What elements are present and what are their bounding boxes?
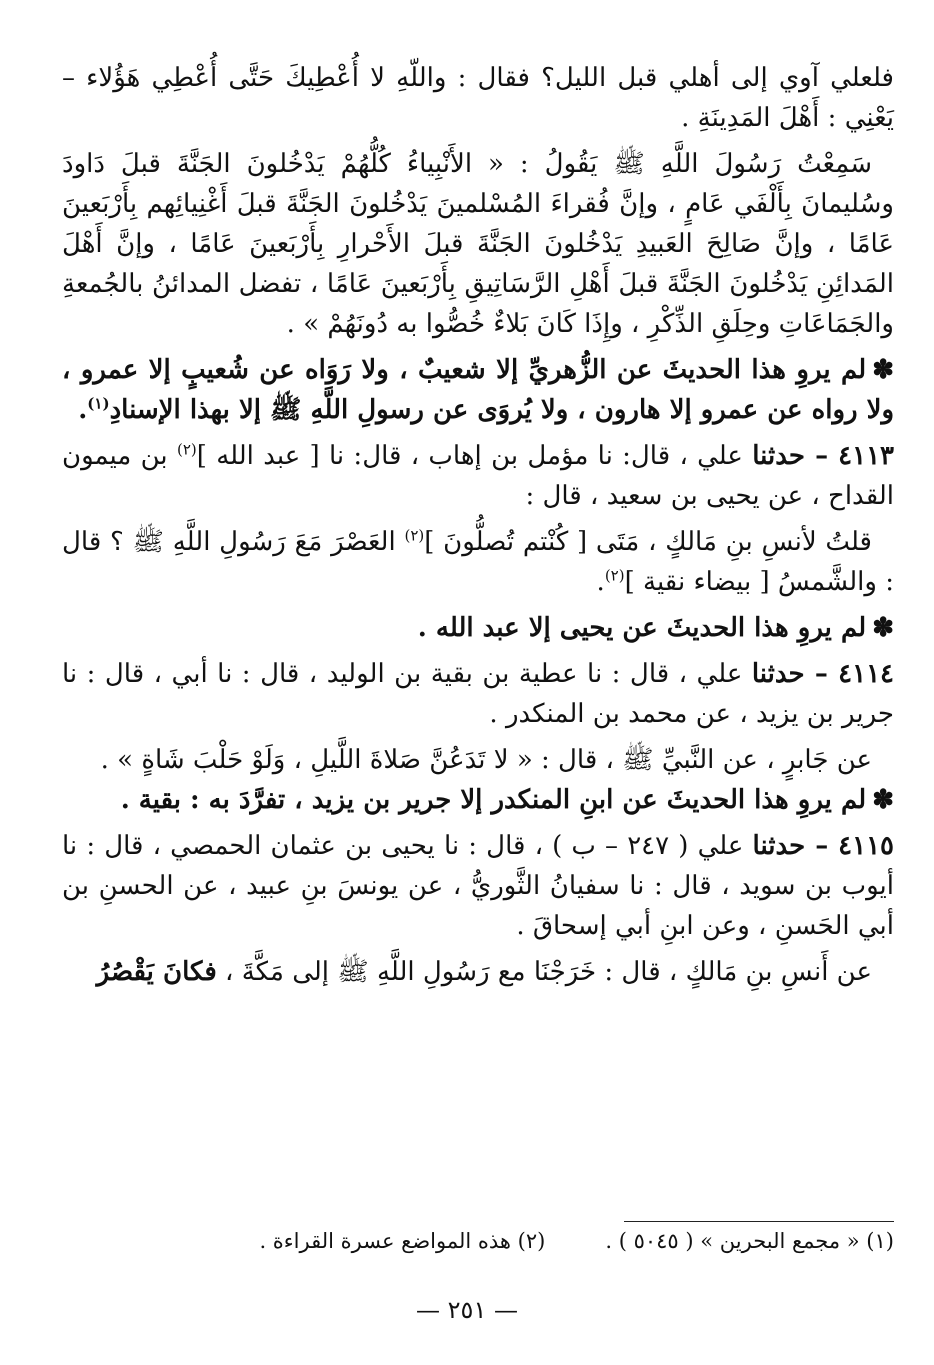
- isnad-text: علي ( ٢٤٧ – ب ) ، قال : نا يحيى بن عثمان الحمصي ، قال : نا أيوب بن سويد ، قال : نا سفيانُ الثَّوريُّ ، عن يونسَ بنِ عبيد ، عن الحسنِ بن أبي الحَسنِ ، وعن ابنِ أبي إسحاقَ .: [62, 831, 894, 941]
- matn-text: قلتُ لأنسِ بنِ مَالكٍ ، مَتَى [ كُنْتم تُصلُّونَ ]: [424, 527, 872, 557]
- matn-text-continued: العَصْرَ مَعَ رَسُولِ اللَّهِ ﷺ ؟ قال : والشَّمسُ [ بيضاء نقية ]: [62, 527, 894, 597]
- footnote-divider: [624, 1221, 894, 1222]
- paragraph-hadith-4113: [62, 436, 894, 516]
- paragraph-hadith-4115: [62, 826, 894, 946]
- paragraph-hadith-text: سَمِعْتُ رَسُولَ اللَّهِ ﷺ يَقُولُ : « الأَنْبِياءُ كُلُّهُمْ يَدْخُلونَ الجَنَّةَ قبلَ دَاودَ وسُليمانَ بِأَلْفَي عَامٍ ، وإنَّ فُقراءَ المُسْلمينَ يَدْخُلونَ الجَنَّةَ قبلَ أَغْنِيائِهم بِأَرْبَعينَ عَامًا ، وإنَّ صَالِحَ العَبيدِ يَدْخُلونَ الجَنَّةَ قبلَ الأَحْرارِ بِأَرْبَعينَ عَامًا ، وإنَّ أَهْلَ المَدائِنِ يَدْخُلونَ الجَنَّةَ قبلَ أَهْلِ الرَّسَاتِيقِ بِأَرْبَعينَ عَامًا ، تفضل المدائنُ بالجُمعةِ والجَمَاعَاتِ وحِلَقِ الذِّكْرِ ، وإِذَا كَانَ بَلاءٌ خُصُّوا به دُونَهُمْ » .: [62, 149, 894, 339]
- footnote-2: (٢) هذه المواضع عسرة القراءة .: [259, 1229, 546, 1253]
- matn-tail: .: [596, 567, 605, 597]
- hadith-number: ٤١١٥ – حدثنا: [752, 831, 895, 861]
- commentary-text: لم يروِ هذا الحديثَ عن يحيى إلا عبد الله .: [417, 613, 867, 643]
- isnad-text: علي ، قال : نا عطية بن بقية بن الوليد ، قال : نا أبي ، قال : نا جرير بن يزيد ، عن محمد بن المنكدر .: [62, 659, 894, 729]
- paragraph-matn-4115: [62, 952, 894, 992]
- footnote-1: (١) « مجمع البحرين » ( ٥٠٤٥ ) .: [605, 1229, 894, 1253]
- isnad-text-continued: بن ميمون القداح ، عن يحيى بن سعيد ، قال :: [62, 441, 894, 511]
- paragraph-commentary: [62, 350, 894, 430]
- footnotes: [100, 1226, 894, 1256]
- page-number: — ٢٥١ —: [416, 1296, 518, 1324]
- commentary-tail: .: [78, 395, 88, 425]
- matn-bold-tail: فكانَ يَقْصُرُ: [96, 957, 217, 987]
- footnote-ref: (٢): [604, 566, 625, 585]
- commentary-text: لم يروِ هذا الحديثَ عن الزُّهريِّ إلا شعيبٌ ، ولا رَوَاه عن شُعيبٍ إلا عمرو ، ولا رواه عن عمرو إلا هارون ، ولا يُروَى عن رسولِ اللَّهِ ﷺ إلا بهذا الإسنادِ: [62, 355, 894, 425]
- paragraph-commentary: [62, 608, 894, 648]
- page-body: [62, 58, 894, 992]
- star-icon: ✽: [872, 613, 894, 643]
- hadith-number: ٤١١٣ – حدثنا: [752, 441, 895, 471]
- paragraph-commentary: [62, 780, 894, 820]
- star-icon: ✽: [872, 785, 894, 815]
- paragraph-continuation: فلعلي آوي إلى أهلي قبل الليل؟ فقال : واللّهِ لا أُعْطِيكَ حَتَّى أُعْطِي هَؤُلاء – يَعْنِي : أَهْلَ المَدِينَةِ .: [62, 63, 894, 133]
- paragraph-matn-4113: [62, 522, 894, 602]
- hadith-number: ٤١١٤ – حدثنا: [751, 659, 894, 689]
- footnote-ref: (٢): [176, 440, 197, 459]
- paragraph-matn-4114: عن جَابرٍ ، عن النَّبيِّ ﷺ ، قال : « لا تَدَعُنَّ صَلاةَ اللَّيلِ ، وَلَوْ حَلْبَ شَاةٍ » .: [100, 745, 872, 775]
- footnote-ref: (١): [87, 394, 110, 413]
- footnote-ref: (٢): [404, 526, 425, 545]
- paragraph-hadith-4114: [62, 654, 894, 734]
- matn-text: عن أَنسِ بنِ مَالكٍ ، قال : خَرَجْنَا مع رَسُولِ اللَّهِ ﷺ إلى مَكَّةَ ،: [216, 957, 872, 987]
- commentary-text: لم يروِ هذا الحديثَ عن ابنِ المنكدر إلا جرير بن يزيد ، تفرَّدَ به : بقية .: [120, 785, 867, 815]
- star-icon: ✽: [872, 355, 894, 385]
- isnad-text: علي ، قال: نا مؤمل بن إهاب ، قال: نا [ عبد الله ]: [196, 441, 743, 471]
